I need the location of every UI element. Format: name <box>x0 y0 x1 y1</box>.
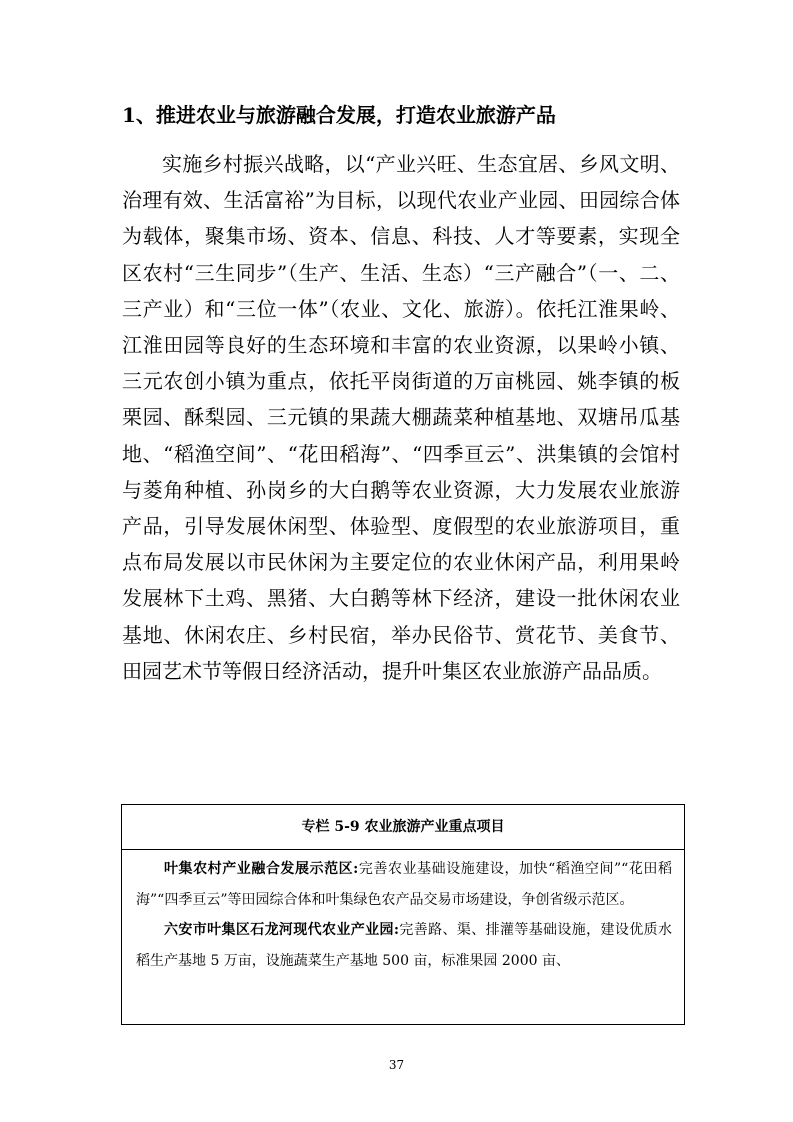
section-heading: 1、推进农业与旅游融合发展，打造农业旅游产品 <box>122 103 556 127</box>
feature-box-item-lead: 叶集农村产业融合发展示范区: <box>164 861 359 877</box>
feature-box <box>121 804 685 1025</box>
page-number: 37 <box>388 1058 405 1072</box>
feature-box-item <box>122 854 684 915</box>
feature-box-item-text: 完善路、渠、排灌等基础设施，建设优质水稻生产基地 5 万亩，设施蔬菜生产基地 500 亩，标准果园 2000 亩、 <box>136 922 672 969</box>
feature-box-item-lead: 六安市叶集区石龙河现代农业产业园: <box>164 922 400 938</box>
feature-box-title: 专栏 5-9 农业旅游产业重点项目 <box>122 805 684 850</box>
body-paragraph: 实施乡村振兴战略，以“产业兴旺、生态宜居、乡风文明、治理有效、生活富裕”为目标，以现代农业产业园、田园综合体为载体，聚集市场、资本、信息、科技、人才等要素，实现全区农村“三生同步”（生产、生活、生态）“三产融合”（一、二、三产业）和“三位一体”（农业、文化、旅游）。依托江淮果岭、江淮田园等良好的生态环境和丰富的农业资源，以果岭小镇、三元农创小镇为重点，依托平岗街道的万亩桃园、姚李镇的板栗园、酥梨园、三元镇的果蔬大棚蔬菜种植基地、双塘吊瓜基地、“稻渔空间”、“花田稻海”、“四季亘云”、洪集镇的会馆村与菱角种植、孙岗乡的大白鹅等农业资源，大力发展农业旅游产品，引导发展休闲型、体验型、度假型的农业旅游项目，重点布局发展以市民休闲为主要定位的农业休闲产品，利用果岭发展林下土鸡、黑猪、大白鹅等林下经济，建设一批休闲农业基地、休闲农庄、乡村民宿，举办民俗节、赏花节、美食节、田园艺术节等假日经济活动，提升叶集区农业旅游产品品质。 <box>122 152 680 683</box>
feature-box-item-text: 完善农业基础设施建设，加快“稻渔空间”“花田稻海”“四季亘云”等田园综合体和叶集绿色农产品交易市场建设，争创省级示范区。 <box>136 861 672 908</box>
feature-box-item <box>122 915 684 976</box>
